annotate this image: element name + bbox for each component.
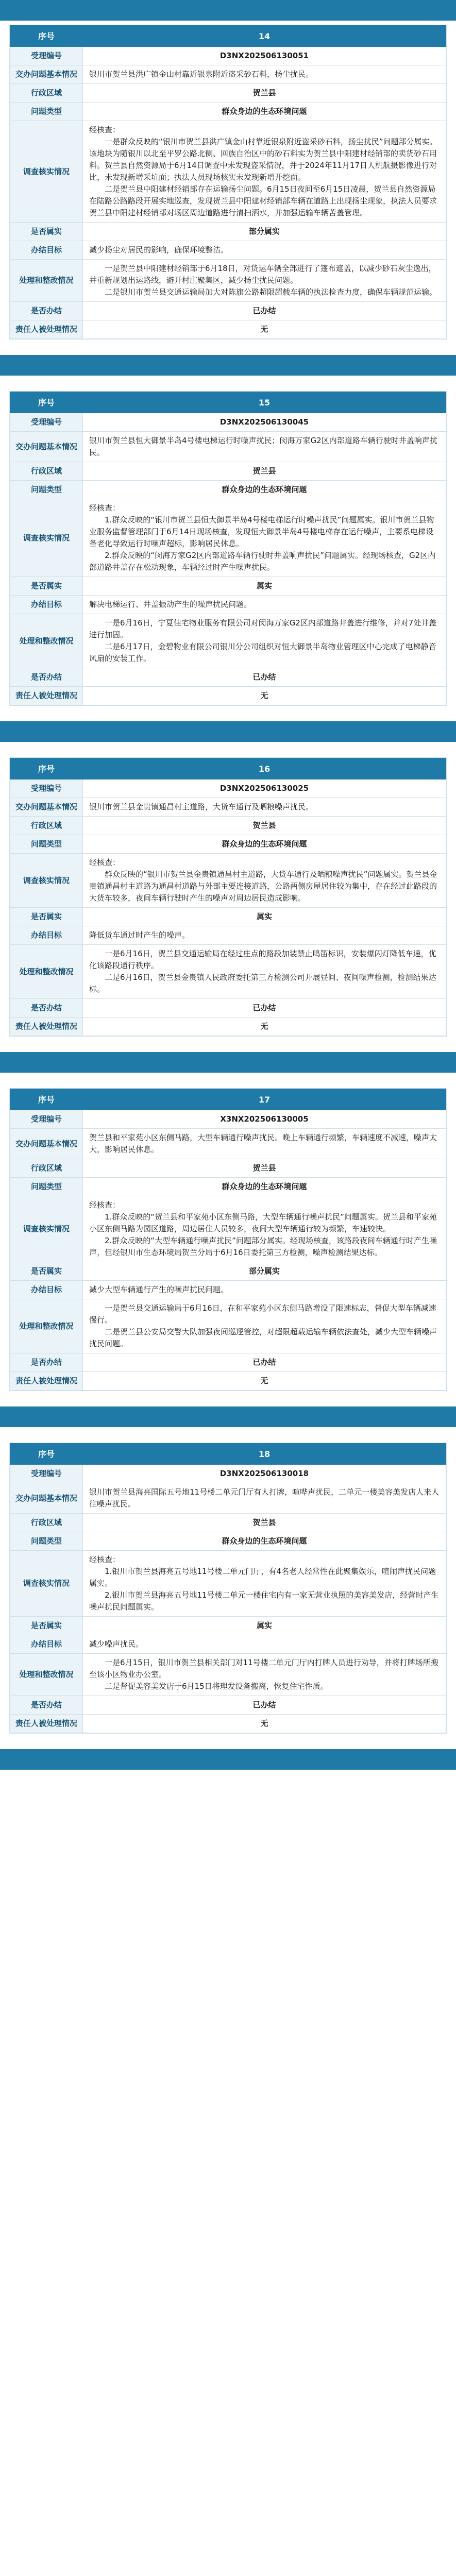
investigation-label: 调查核实情况	[10, 854, 83, 908]
investigation-paragraph: 经核查：	[89, 125, 121, 134]
complaint-label: 交办问题基本情况	[10, 1129, 83, 1159]
accountability-label: 责任人被处理情况	[10, 687, 83, 705]
rectification-paragraph: 二是6月16日，贺兰县金贵镇人民政府委托第三方检测公司开展昼间、夜间噪声检测，检测结果达标。	[89, 973, 436, 994]
verified-value: 属实	[83, 908, 446, 926]
case-table	[10, 25, 446, 339]
rectification-paragraph: 一是6月16日，贺兰县交通运输局在经过庄点的路段加装禁止鸣笛标识，安装爆闪灯降低车速，优化该路段通行秩序。	[89, 949, 436, 970]
case-header-row	[10, 1089, 446, 1110]
investigation-paragraph: 2.群众反映的“大型车辆通行噪声扰民”问题部分属实。经现场核查，该路段夜间车辆通行时产生噪声，但经银川市生态环境局贺兰分局于6月16日委托第三方检测，噪声检测结果达标。	[89, 1236, 437, 1257]
region-row	[10, 462, 446, 481]
finished-value: 已办结	[83, 1353, 446, 1372]
finished-label: 是否办结	[10, 1696, 83, 1715]
complaint-value: 贺兰县和平家苑小区东侧马路，大型车辆通行噪声扰民。晚上车辆通行频繁，车辆速度不减速，噪声太大，影响居民休息。	[83, 1129, 446, 1159]
section-bar	[0, 721, 456, 742]
accountability-row	[10, 1372, 446, 1391]
section-bar	[0, 1406, 456, 1427]
seq-value: 18	[83, 1444, 446, 1465]
rectification-paragraph: 一是贺兰县中阳建材经销部于6月18日，对货运车辆全部进行了篷布遮盖，以减少砂石灰尘逸出，并重新规划出运路线，避开村庄聚集区，减少扬尘扰民问题。	[89, 264, 436, 285]
complaint-row	[10, 1129, 446, 1159]
complaint-value: 银川市贺兰县海亮国际五号地11号楼二单元门厅有人打牌，喧哗声扰民，二单元一楼美容美发店人来人往噪声扰民。	[83, 1483, 446, 1514]
finished-row	[10, 1353, 446, 1372]
investigation-paragraph: 一是群众反映的“银川市贺兰县洪广镇金山村靠近银泉附近盗采砂石料，扬尘扰民”问题部分属实。该地块为随银川以北至平罗公路北侧、回族自治区中的砂石料实为贺兰县中阳建材经销部的卖货砂石用料。贺兰县自然资源局于6月14日调查中未发现盗采情况，并于2024年11月17日人机航摄影像进行对比，未发现新增采坑面；执法人员现场核实未发现新增开挖面。	[89, 137, 437, 182]
type-row	[10, 1532, 446, 1551]
type-label: 问题类型	[10, 835, 83, 854]
seq-label: 序号	[10, 1089, 83, 1110]
investigation-value	[83, 1196, 446, 1262]
result-row	[10, 241, 446, 260]
finished-label: 是否办结	[10, 999, 83, 1018]
complaint-label: 交办问题基本情况	[10, 798, 83, 817]
case-no-row	[10, 47, 446, 65]
verified-label: 是否属实	[10, 908, 83, 926]
rectification-label: 处理和整改情况	[10, 1299, 83, 1353]
investigation-row	[10, 499, 446, 577]
investigation-paragraph: 群众反映的“银川市贺兰县金贵镇通昌村主道路，大货车通行及晒粮噪声扰民”问题属实。贺兰县金贵镇通昌村主道路为通昌村道路与外部主要连接道路，公路两侧房屋居住较为集中，存在经过此路段的大货车较多，夜间车辆行驶时产生的噪声对周边居民造成影响。	[89, 870, 437, 903]
card-gap	[0, 355, 456, 391]
type-row	[10, 103, 446, 121]
type-row	[10, 835, 446, 854]
verified-value: 属实	[83, 1617, 446, 1635]
case-no-value: X3NX202506130005	[83, 1110, 446, 1129]
result-row	[10, 926, 446, 945]
case-card	[9, 25, 447, 340]
investigation-row	[10, 121, 446, 223]
accountability-value: 无	[83, 1018, 446, 1036]
result-value: 减少大型车辆通行产生的噪声扰民问题。	[83, 1281, 446, 1299]
finished-label: 是否办结	[10, 302, 83, 320]
seq-label: 序号	[10, 392, 83, 413]
region-row	[10, 1514, 446, 1532]
seq-label: 序号	[10, 758, 83, 779]
investigation-label: 调查核实情况	[10, 1551, 83, 1617]
type-value: 群众身边的生态环境问题	[83, 1532, 446, 1551]
finished-value: 已办结	[83, 999, 446, 1018]
rectification-value	[83, 260, 446, 302]
result-label: 办结目标	[10, 241, 83, 260]
result-value: 减少扬尘对居民的影响，确保环境整洁。	[83, 241, 446, 260]
verified-row	[10, 1262, 446, 1281]
section-bar	[0, 1749, 456, 1770]
rectification-value	[83, 1299, 446, 1353]
accountability-value: 无	[83, 1715, 446, 1733]
case-card	[9, 757, 447, 1037]
type-label: 问题类型	[10, 103, 83, 121]
investigation-paragraph: 1.银川市贺兰县海亮五号地11号楼二单元门厅，有4名老人经常性在此聚集娱乐，喧闹声扰民问题属实。	[89, 1567, 436, 1588]
verified-row	[10, 223, 446, 241]
card-gap	[0, 1749, 456, 1785]
result-value: 减少噪声扰民。	[83, 1635, 446, 1654]
rectification-value	[83, 1654, 446, 1696]
case-no-row	[10, 779, 446, 798]
rectification-row	[10, 260, 446, 302]
case-no-value: D3NX202506130045	[83, 413, 446, 432]
rectification-paragraph: 一是贺兰县交通运输局于6月16日，在和平家苑小区东侧马路增设了限速标志，督促大型车辆减速慢行。	[89, 1303, 436, 1325]
verified-label: 是否属实	[10, 1262, 83, 1281]
investigation-value	[83, 121, 446, 223]
complaint-row	[10, 65, 446, 84]
case-no-value: D3NX202506130018	[83, 1465, 446, 1483]
section-bar	[0, 1052, 456, 1073]
investigation-paragraph: 经核查：	[89, 1200, 121, 1210]
case-header-row	[10, 26, 446, 47]
verified-value: 部分属实	[83, 223, 446, 241]
case-table	[10, 1089, 446, 1391]
investigation-value	[83, 499, 446, 577]
accountability-value: 无	[83, 687, 446, 705]
investigation-value	[83, 1551, 446, 1617]
accountability-label: 责任人被处理情况	[10, 320, 83, 339]
page-top-bar	[0, 0, 456, 21]
region-label: 行政区域	[10, 84, 83, 103]
complaint-value: 银川市贺兰县恒大御景半岛4号楼电梯运行时噪声扰民；闵海万家G2区内部道路车辆行驶时井盖响声扰民。	[83, 432, 446, 462]
accountability-row	[10, 687, 446, 705]
accountability-label: 责任人被处理情况	[10, 1018, 83, 1036]
seq-value: 17	[83, 1089, 446, 1110]
accountability-row	[10, 1018, 446, 1036]
seq-value: 14	[83, 26, 446, 47]
verified-row	[10, 577, 446, 596]
investigation-value	[83, 854, 446, 908]
type-row	[10, 481, 446, 499]
case-no-label: 受理编号	[10, 1110, 83, 1129]
investigation-row	[10, 854, 446, 908]
region-value: 贺兰县	[83, 1159, 446, 1178]
verified-value: 属实	[83, 577, 446, 596]
rectification-label: 处理和整改情况	[10, 260, 83, 302]
accountability-value: 无	[83, 1372, 446, 1391]
complaint-label: 交办问题基本情况	[10, 1483, 83, 1514]
investigation-paragraph: 2.银川市贺兰县海亮五号地11号楼二单元一楼住宅内有一家无营业执照的美容美发店，经营时产生噪声扰民问题属实。	[89, 1590, 439, 1612]
finished-row	[10, 668, 446, 687]
type-value: 群众身边的生态环境问题	[83, 1178, 446, 1196]
finished-row	[10, 302, 446, 320]
verified-row	[10, 1617, 446, 1635]
investigation-paragraph: 二是贺兰县中阳建材经销部存在运输扬尘问题。6月15日夜间至6月15日凌晨，贺兰县自然资源局在陆路公路路段开展实地巡查，发现贺兰县中阳建材经销部车辆在道路上出现扬尘现象，执法人员要求贺兰县中阳建材经销部对场区周边道路进行清扫洒水，并加强运输车辆苫盖管理。	[89, 184, 437, 217]
section-bar	[0, 355, 456, 376]
result-value: 降低货车通过时产生的噪声。	[83, 926, 446, 945]
seq-value: 15	[83, 392, 446, 413]
region-label: 行政区域	[10, 1159, 83, 1178]
case-no-label: 受理编号	[10, 1465, 83, 1483]
case-card	[9, 1443, 447, 1734]
region-value: 贺兰县	[83, 84, 446, 103]
seq-label: 序号	[10, 26, 83, 47]
region-row	[10, 817, 446, 835]
verified-value: 部分属实	[83, 1262, 446, 1281]
case-no-label: 受理编号	[10, 413, 83, 432]
investigation-paragraph: 经核查：	[89, 1555, 121, 1564]
case-no-value: D3NX202506130051	[83, 47, 446, 65]
investigation-paragraph: 2.群众反映的“闵海万家G2区内部道路车辆行驶时井盖响声扰民”问题属实。经现场核查，G2区内部道路井盖存在松动现象，车辆经过时产生噪声扰民。	[89, 551, 436, 572]
rectification-row	[10, 1299, 446, 1353]
accountability-label: 责任人被处理情况	[10, 1372, 83, 1391]
verified-row	[10, 908, 446, 926]
region-row	[10, 84, 446, 103]
rectification-paragraph: 一是6月15日，银川市贺兰县相关部门对11号楼二单元门厅内打牌人员进行劝导，并将打牌场所搬至该小区物业办公室。	[89, 1658, 438, 1679]
complaint-value: 银川市贺兰县金贵镇通昌村主道路，大货车通行及晒粮噪声扰民。	[83, 798, 446, 817]
type-row	[10, 1178, 446, 1196]
accountability-row	[10, 320, 446, 339]
finished-label: 是否办结	[10, 1353, 83, 1372]
investigation-paragraph: 经核查：	[89, 503, 121, 513]
region-value: 贺兰县	[83, 817, 446, 835]
rectification-row	[10, 1654, 446, 1696]
investigation-row	[10, 1196, 446, 1262]
type-value: 群众身边的生态环境问题	[83, 835, 446, 854]
region-label: 行政区域	[10, 1514, 83, 1532]
finished-value: 已办结	[83, 1696, 446, 1715]
complaint-value: 银川市贺兰县洪广镇金山村靠近银泉附近盗采砂石料，扬尘扰民。	[83, 65, 446, 84]
card-gap	[0, 1406, 456, 1443]
result-row	[10, 1281, 446, 1299]
finished-label: 是否办结	[10, 668, 83, 687]
verified-label: 是否属实	[10, 1617, 83, 1635]
verified-label: 是否属实	[10, 577, 83, 596]
rectification-paragraph: 二是贺兰县公安局交警大队加强夜间巡逻管控，对超限超载运输车辆依法查处，减少大型车辆噪声扰民问题。	[89, 1327, 437, 1348]
investigation-paragraph: 1.群众反映的“银川市贺兰县恒大御景半岛4号楼电梯运行时噪声扰民”问题属实。银川市贺兰县物业服务监督管理部门于6月14日现场核查，发现恒大御景半岛4号楼电梯存在运行噪声，主要系电梯设备老化导致运行时噪声超标，影响居民休息。	[89, 515, 434, 548]
accountability-value: 无	[83, 320, 446, 339]
rectification-label: 处理和整改情况	[10, 945, 83, 999]
region-label: 行政区域	[10, 817, 83, 835]
accountability-row	[10, 1715, 446, 1733]
rectification-row	[10, 945, 446, 999]
case-no-value: D3NX202506130025	[83, 779, 446, 798]
case-header-row	[10, 758, 446, 779]
complaint-row	[10, 432, 446, 462]
investigation-paragraph: 经核查：	[89, 858, 121, 867]
finished-value: 已办结	[83, 302, 446, 320]
region-value: 贺兰县	[83, 1514, 446, 1532]
complaint-label: 交办问题基本情况	[10, 432, 83, 462]
region-row	[10, 1159, 446, 1178]
rectification-row	[10, 614, 446, 668]
rectification-paragraph: 二是督促美容美发店于6月15日将理发设备搬离，恢复住宅性质。	[105, 1682, 328, 1691]
case-no-row	[10, 1110, 446, 1129]
accountability-label: 责任人被处理情况	[10, 1715, 83, 1733]
seq-label: 序号	[10, 1444, 83, 1465]
investigation-label: 调查核实情况	[10, 121, 83, 223]
region-label: 行政区域	[10, 462, 83, 481]
complaint-label: 交办问题基本情况	[10, 65, 83, 84]
verified-label: 是否属实	[10, 223, 83, 241]
type-value: 群众身边的生态环境问题	[83, 103, 446, 121]
seq-value: 16	[83, 758, 446, 779]
rectification-paragraph: 二是银川市贺兰县交通运输局加大对陈旗公路超限超载车辆的执法检查力度，确保车辆规范运输。	[105, 287, 437, 297]
type-label: 问题类型	[10, 1178, 83, 1196]
rectification-label: 处理和整改情况	[10, 614, 83, 668]
rectification-label: 处理和整改情况	[10, 1654, 83, 1696]
region-value: 贺兰县	[83, 462, 446, 481]
case-no-row	[10, 1465, 446, 1483]
finished-row	[10, 999, 446, 1018]
case-table	[10, 392, 446, 705]
rectification-paragraph: 一是6月16日，宁夏佳宅物业服务有限公司对闵海万家G2区内部道路井盖进行维修，并对7处井盖进行加固。	[89, 618, 437, 639]
result-row	[10, 1635, 446, 1654]
case-table	[10, 758, 446, 1036]
investigation-row	[10, 1551, 446, 1617]
rectification-value	[83, 614, 446, 668]
result-label: 办结目标	[10, 1281, 83, 1299]
investigation-label: 调查核实情况	[10, 499, 83, 577]
rectification-paragraph: 二是6月17日，金碧物业有限公司银川分公司组织对恒大御景半岛物业管理区中心完成了电梯静音风扇的安装工作。	[89, 642, 436, 663]
case-no-label: 受理编号	[10, 779, 83, 798]
card-gap	[0, 721, 456, 757]
finished-value: 已办结	[83, 668, 446, 687]
case-header-row	[10, 1444, 446, 1465]
type-label: 问题类型	[10, 1532, 83, 1551]
case-no-label: 受理编号	[10, 47, 83, 65]
result-row	[10, 596, 446, 614]
complaint-row	[10, 1483, 446, 1514]
complaint-row	[10, 798, 446, 817]
result-label: 办结目标	[10, 926, 83, 945]
finished-row	[10, 1696, 446, 1715]
type-value: 群众身边的生态环境问题	[83, 481, 446, 499]
case-header-row	[10, 392, 446, 413]
result-label: 办结目标	[10, 596, 83, 614]
case-no-row	[10, 413, 446, 432]
result-label: 办结目标	[10, 1635, 83, 1654]
case-table	[10, 1443, 446, 1733]
case-card	[9, 1088, 447, 1391]
rectification-value	[83, 945, 446, 999]
result-value: 解决电梯运行、井盖振动产生的噪声扰民问题。	[83, 596, 446, 614]
card-gap	[0, 1052, 456, 1088]
investigation-label: 调查核实情况	[10, 1196, 83, 1262]
investigation-paragraph: 1.群众反映的“贺兰县和平家苑小区东侧马路，大型车辆通行噪声扰民”问题属实。贺兰县和平家苑小区东侧马路为园区道路，周边居住人员较多，夜间大型车辆通行较为频繁，车速较快。	[89, 1212, 437, 1233]
type-label: 问题类型	[10, 481, 83, 499]
case-card	[9, 391, 447, 706]
